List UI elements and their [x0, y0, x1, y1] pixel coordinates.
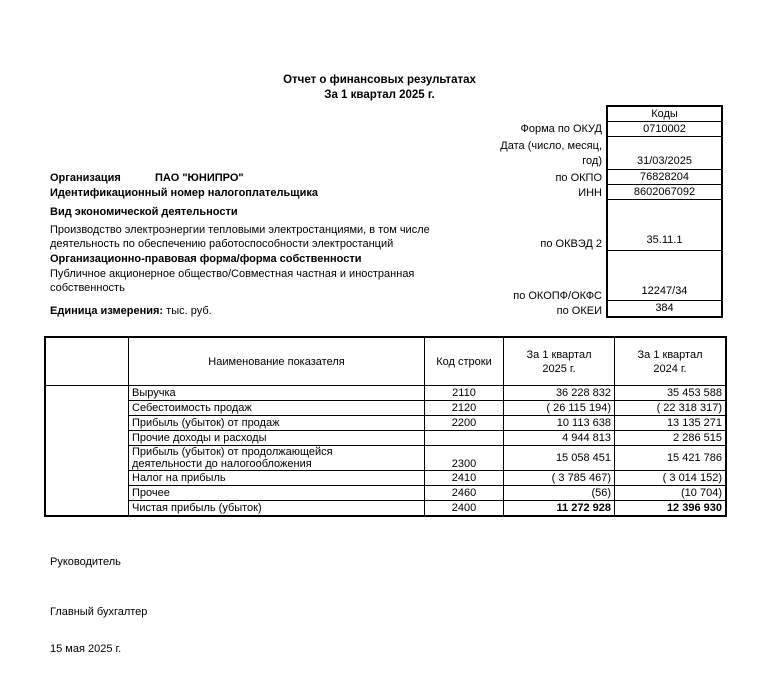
row-current: 4 944 813 — [504, 431, 615, 446]
unit-value: тыс. руб. — [166, 305, 212, 317]
table-row — [45, 401, 726, 416]
row-name: Прочее — [129, 486, 425, 501]
row-name: Чистая прибыль (убыток) — [129, 501, 425, 517]
row-code: 2410 — [425, 471, 504, 486]
report-date: 15 мая 2025 г. — [50, 643, 122, 655]
okei-label: по ОКЕИ — [556, 305, 602, 317]
legal-form-line-2: собственность — [50, 282, 125, 294]
row-previous: 35 453 588 — [615, 386, 727, 401]
row-code: 2200 — [425, 416, 504, 431]
table-row — [45, 386, 726, 401]
date-label-1: Дата (число, месяц, — [500, 140, 602, 152]
okopf-code: 12247/34 — [608, 251, 721, 301]
row-code: 2400 — [425, 501, 504, 517]
row-code: 2110 — [425, 386, 504, 401]
row-current: 15 058 451 — [504, 446, 615, 471]
table-row — [45, 471, 726, 486]
row-current: 10 113 638 — [504, 416, 615, 431]
blank-column-header — [45, 337, 129, 386]
table-row — [45, 446, 726, 471]
row-current: ( 3 785 467) — [504, 471, 615, 486]
row-name-line-2: деятельности до налогообложения — [132, 458, 312, 470]
unit-row — [50, 305, 212, 317]
table-row — [45, 486, 726, 501]
row-code: 2120 — [425, 401, 504, 416]
okei-code: 384 — [655, 302, 674, 314]
row-previous: 12 396 930 — [615, 501, 727, 517]
row-code — [425, 431, 504, 446]
report-period: За 1 квартал 2025 г. — [324, 89, 435, 101]
table-row — [45, 416, 726, 431]
date-label-2: год) — [582, 155, 602, 167]
row-name-line-1: Прибыль (убыток) от продолжающейся — [132, 446, 333, 458]
row-previous: (10 704) — [615, 486, 727, 501]
legal-form-line-1: Публичное акционерное общество/Совместная частная и иностранная — [50, 268, 415, 280]
okud-label: Форма по ОКУД — [520, 123, 602, 135]
row-previous: 2 286 515 — [615, 431, 727, 446]
okved-code: 35.11.1 — [608, 200, 721, 251]
inn-code: 8602067092 — [608, 185, 721, 200]
row-name: Выручка — [129, 386, 425, 401]
inn-description: Идентификационный номер налогоплательщика — [50, 187, 318, 199]
row-name — [129, 446, 425, 471]
row-name: Прочие доходы и расходы — [129, 431, 425, 446]
row-current: ( 26 115 194) — [504, 401, 615, 416]
row-name: Прибыль (убыток) от продаж — [129, 416, 425, 431]
activity-line-2: деятельность по обеспечению работоспособности электростанций — [50, 238, 394, 250]
row-code: 2460 — [425, 486, 504, 501]
codes-box — [606, 105, 723, 318]
blank-column — [45, 386, 129, 517]
column-header-previous: За 1 квартал 2024 г. — [615, 337, 727, 386]
row-previous: 13 135 271 — [615, 416, 727, 431]
table-row — [45, 431, 726, 446]
financial-table — [44, 336, 727, 517]
okopf-label: по ОКОПФ/ОКФС — [513, 290, 602, 302]
head-signature-label: Руководитель — [50, 556, 121, 568]
column-header-current: За 1 квартал 2025 г. — [504, 337, 615, 386]
inn-label: ИНН — [578, 187, 602, 199]
org-label: Организация — [50, 172, 121, 184]
row-current: 11 272 928 — [504, 501, 615, 517]
unit-label: Единица измерения: — [50, 305, 164, 317]
row-previous: ( 3 014 152) — [615, 471, 727, 486]
row-current: 36 228 832 — [504, 386, 615, 401]
okud-code: 0710002 — [608, 122, 721, 137]
okpo-code: 76828204 — [608, 170, 721, 185]
row-code: 2300 — [425, 446, 504, 471]
legal-form-label: Организационно-правовая форма/форма собственности — [50, 253, 362, 265]
org-name: ПАО "ЮНИПРО" — [155, 172, 244, 184]
activity-line-1: Производство электроэнергии тепловыми электростанциями, в том числе — [50, 224, 430, 236]
okved-label: по ОКВЭД 2 — [540, 238, 602, 250]
row-previous: ( 22 318 317) — [615, 401, 727, 416]
activity-label: Вид экономической деятельности — [50, 206, 238, 218]
date-code: 31/03/2025 — [608, 137, 721, 170]
codes-header: Коды — [608, 107, 721, 122]
row-name: Себестоимость продаж — [129, 401, 425, 416]
column-header-code: Код строки — [425, 337, 504, 386]
report-title: Отчет о финансовых результатах — [283, 74, 476, 86]
row-previous: 15 421 786 — [615, 446, 727, 471]
table-row-total — [45, 501, 726, 517]
accountant-signature-label: Главный бухгалтер — [50, 606, 148, 618]
column-header-name: Наименование показателя — [129, 337, 425, 386]
row-name: Налог на прибыль — [129, 471, 425, 486]
okpo-label: по ОКПО — [555, 172, 602, 184]
row-current: (56) — [504, 486, 615, 501]
table-header-row — [45, 337, 726, 386]
